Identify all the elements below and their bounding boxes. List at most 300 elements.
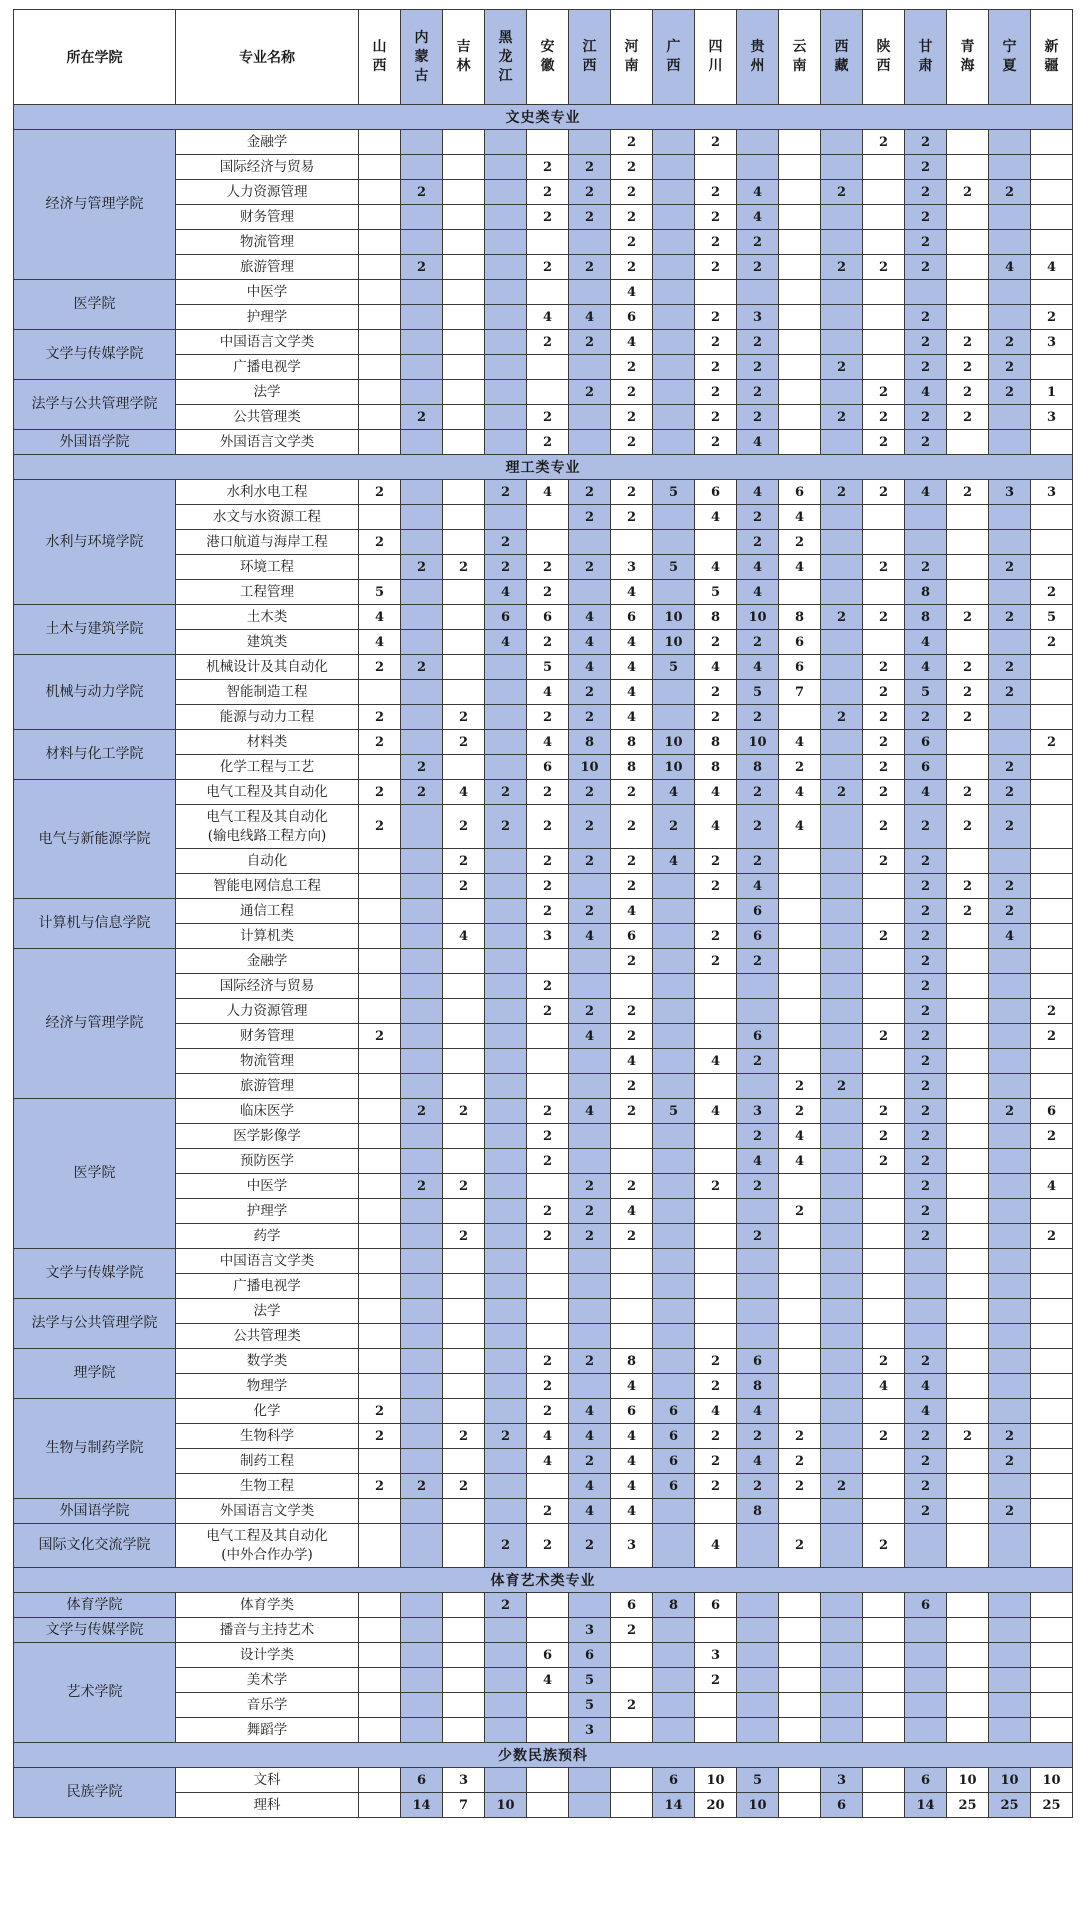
quota-cell [1031, 874, 1073, 899]
major-cell: 计算机类 [176, 924, 359, 949]
quota-cell [695, 530, 737, 555]
quota-cell: 2 [401, 1174, 443, 1199]
quota-cell: 8 [737, 1499, 779, 1524]
quota-cell [401, 605, 443, 630]
quota-cell [821, 1024, 863, 1049]
quota-cell [359, 1249, 401, 1274]
quota-cell [443, 755, 485, 780]
quota-cell: 2 [863, 605, 905, 630]
quota-cell [485, 205, 527, 230]
quota-cell: 2 [695, 230, 737, 255]
quota-cell: 2 [401, 655, 443, 680]
quota-cell [653, 949, 695, 974]
quota-cell [611, 1643, 653, 1668]
quota-cell: 8 [611, 755, 653, 780]
quota-cell [653, 205, 695, 230]
quota-cell [821, 1299, 863, 1324]
quota-cell [527, 1474, 569, 1499]
quota-cell [821, 630, 863, 655]
quota-cell [989, 430, 1031, 455]
quota-cell: 2 [527, 405, 569, 430]
quota-cell [737, 280, 779, 305]
quota-cell [779, 1693, 821, 1718]
major-cell: 音乐学 [176, 1693, 359, 1718]
quota-cell [863, 1299, 905, 1324]
quota-cell [401, 1074, 443, 1099]
quota-cell [653, 1249, 695, 1274]
quota-cell [527, 949, 569, 974]
quota-cell: 1 [1031, 380, 1073, 405]
quota-cell: 10 [737, 730, 779, 755]
quota-cell: 2 [905, 405, 947, 430]
quota-cell: 2 [695, 1424, 737, 1449]
quota-cell: 5 [653, 1099, 695, 1124]
major-cell: 财务管理 [176, 1024, 359, 1049]
province-header: 西 藏 [821, 10, 863, 105]
quota-cell [443, 1643, 485, 1668]
quota-cell: 8 [569, 730, 611, 755]
quota-cell [443, 1524, 485, 1568]
section-title: 少数民族预科 [14, 1743, 1073, 1768]
quota-cell [653, 1049, 695, 1074]
quota-cell: 2 [569, 555, 611, 580]
quota-cell [443, 130, 485, 155]
quota-cell [443, 280, 485, 305]
quota-cell [485, 680, 527, 705]
quota-cell [569, 1274, 611, 1299]
quota-cell: 2 [569, 380, 611, 405]
quota-cell: 4 [737, 480, 779, 505]
quota-cell [779, 1718, 821, 1743]
quota-cell [905, 1693, 947, 1718]
quota-cell: 5 [359, 580, 401, 605]
quota-cell: 2 [569, 330, 611, 355]
major-cell: 舞蹈学 [176, 1718, 359, 1743]
quota-cell [527, 1024, 569, 1049]
quota-cell: 2 [905, 355, 947, 380]
quota-cell [947, 1524, 989, 1568]
quota-cell: 4 [779, 555, 821, 580]
quota-cell: 2 [947, 680, 989, 705]
quota-cell [863, 1399, 905, 1424]
quota-cell [821, 1049, 863, 1074]
quota-cell: 2 [863, 1524, 905, 1568]
quota-cell [401, 205, 443, 230]
quota-cell: 2 [611, 230, 653, 255]
quota-cell: 2 [947, 355, 989, 380]
province-header: 江 西 [569, 10, 611, 105]
quota-cell: 4 [569, 605, 611, 630]
quota-cell: 4 [695, 655, 737, 680]
quota-cell: 2 [695, 1668, 737, 1693]
quota-cell: 2 [527, 999, 569, 1024]
quota-cell [485, 1324, 527, 1349]
major-cell: 港口航道与海岸工程 [176, 530, 359, 555]
quota-cell: 2 [527, 899, 569, 924]
quota-cell: 2 [695, 405, 737, 430]
quota-cell: 2 [737, 1174, 779, 1199]
quota-cell [485, 874, 527, 899]
quota-cell: 4 [527, 730, 569, 755]
quota-cell: 2 [443, 1099, 485, 1124]
major-cell: 人力资源管理 [176, 999, 359, 1024]
quota-cell [569, 1299, 611, 1324]
quota-cell [779, 1499, 821, 1524]
quota-cell: 5 [1031, 605, 1073, 630]
quota-cell [779, 974, 821, 999]
quota-cell: 3 [737, 1099, 779, 1124]
quota-cell [989, 1399, 1031, 1424]
quota-cell [485, 430, 527, 455]
quota-cell [821, 155, 863, 180]
quota-cell: 8 [737, 755, 779, 780]
quota-cell [989, 999, 1031, 1024]
quota-cell [863, 1324, 905, 1349]
quota-cell [947, 1668, 989, 1693]
quota-cell: 2 [527, 580, 569, 605]
quota-cell: 2 [443, 555, 485, 580]
quota-cell [443, 1618, 485, 1643]
quota-cell: 6 [527, 755, 569, 780]
quota-cell [863, 949, 905, 974]
quota-cell [569, 1124, 611, 1149]
quota-cell [863, 180, 905, 205]
quota-cell [359, 1324, 401, 1349]
quota-cell [779, 1768, 821, 1793]
quota-cell [401, 874, 443, 899]
major-cell: 理科 [176, 1793, 359, 1818]
quota-cell [485, 305, 527, 330]
quota-cell: 4 [611, 680, 653, 705]
quota-cell: 2 [443, 805, 485, 849]
quota-cell: 2 [611, 949, 653, 974]
quota-cell: 4 [527, 305, 569, 330]
quota-cell: 6 [737, 899, 779, 924]
quota-cell [1031, 1399, 1073, 1424]
quota-cell [737, 1693, 779, 1718]
major-cell: 旅游管理 [176, 1074, 359, 1099]
quota-cell: 2 [695, 924, 737, 949]
quota-cell: 2 [611, 874, 653, 899]
quota-cell [653, 1199, 695, 1224]
quota-cell [443, 949, 485, 974]
quota-cell [527, 130, 569, 155]
quota-cell: 2 [779, 1424, 821, 1449]
quota-cell [653, 680, 695, 705]
quota-cell: 2 [905, 1474, 947, 1499]
quota-cell [1031, 1618, 1073, 1643]
quota-cell [737, 1668, 779, 1693]
major-cell: 物流管理 [176, 1049, 359, 1074]
college-cell: 经济与管理学院 [14, 949, 176, 1099]
quota-cell [821, 680, 863, 705]
quota-cell: 2 [695, 330, 737, 355]
quota-cell: 25 [947, 1793, 989, 1818]
quota-cell: 10 [947, 1768, 989, 1793]
quota-cell [401, 1499, 443, 1524]
quota-cell: 10 [653, 605, 695, 630]
quota-cell [401, 1199, 443, 1224]
major-cell: 护理学 [176, 305, 359, 330]
quota-cell [695, 899, 737, 924]
quota-cell [989, 1349, 1031, 1374]
major-cell: 护理学 [176, 1199, 359, 1224]
quota-cell [947, 1224, 989, 1249]
quota-cell: 2 [611, 780, 653, 805]
quota-cell: 2 [611, 1174, 653, 1199]
major-cell: 通信工程 [176, 899, 359, 924]
quota-cell [947, 974, 989, 999]
quota-cell [485, 730, 527, 755]
quota-cell [1031, 924, 1073, 949]
quota-cell [611, 1793, 653, 1818]
quota-cell [821, 655, 863, 680]
quota-cell [1031, 780, 1073, 805]
quota-cell: 2 [779, 1199, 821, 1224]
province-header: 河 南 [611, 10, 653, 105]
quota-cell [653, 1718, 695, 1743]
quota-cell [821, 1374, 863, 1399]
quota-cell: 14 [905, 1793, 947, 1818]
quota-cell [905, 1249, 947, 1274]
quota-cell [989, 1718, 1031, 1743]
quota-cell [359, 755, 401, 780]
quota-cell [485, 355, 527, 380]
quota-cell: 8 [737, 1374, 779, 1399]
quota-cell [989, 1174, 1031, 1199]
quota-cell: 2 [611, 405, 653, 430]
quota-cell: 2 [905, 130, 947, 155]
quota-cell: 2 [905, 1124, 947, 1149]
quota-cell [779, 1024, 821, 1049]
quota-cell: 3 [1031, 330, 1073, 355]
quota-cell [485, 974, 527, 999]
quota-cell: 2 [695, 255, 737, 280]
quota-cell: 2 [443, 874, 485, 899]
major-cell: 临床医学 [176, 1099, 359, 1124]
quota-cell [947, 1124, 989, 1149]
quota-cell [443, 974, 485, 999]
quota-cell [821, 999, 863, 1024]
major-cell: 自动化 [176, 849, 359, 874]
quota-cell: 2 [695, 1449, 737, 1474]
quota-cell [989, 530, 1031, 555]
quota-cell: 2 [527, 1499, 569, 1524]
quota-cell [905, 1718, 947, 1743]
major-cell: 物流管理 [176, 230, 359, 255]
quota-cell [527, 530, 569, 555]
quota-cell: 2 [527, 849, 569, 874]
quota-cell [485, 1643, 527, 1668]
quota-cell [611, 1299, 653, 1324]
quota-cell [443, 1718, 485, 1743]
quota-cell [443, 1449, 485, 1474]
quota-cell [947, 1374, 989, 1399]
quota-cell: 4 [611, 1199, 653, 1224]
quota-cell: 2 [905, 430, 947, 455]
quota-cell: 4 [611, 1374, 653, 1399]
quota-cell [485, 1399, 527, 1424]
quota-cell: 2 [737, 1049, 779, 1074]
quota-cell: 2 [989, 1099, 1031, 1124]
major-cell: 旅游管理 [176, 255, 359, 280]
quota-cell [779, 330, 821, 355]
quota-cell: 2 [611, 1099, 653, 1124]
major-cell: 生物科学 [176, 1424, 359, 1449]
quota-cell [527, 1049, 569, 1074]
college-cell: 医学院 [14, 1099, 176, 1249]
quota-cell [401, 1399, 443, 1424]
quota-cell: 4 [527, 680, 569, 705]
quota-cell: 2 [779, 1449, 821, 1474]
quota-cell: 2 [737, 805, 779, 849]
quota-cell: 2 [401, 1474, 443, 1499]
quota-cell [1031, 1274, 1073, 1299]
quota-cell [443, 1249, 485, 1274]
college-cell: 民族学院 [14, 1768, 176, 1818]
quota-cell [989, 1149, 1031, 1174]
quota-cell: 2 [905, 330, 947, 355]
quota-cell: 10 [737, 605, 779, 630]
quota-cell [569, 1074, 611, 1099]
quota-cell [821, 1199, 863, 1224]
quota-cell [863, 1668, 905, 1693]
quota-cell: 2 [947, 655, 989, 680]
quota-cell: 4 [863, 1374, 905, 1399]
quota-cell [863, 1174, 905, 1199]
quota-cell: 2 [821, 255, 863, 280]
quota-cell: 3 [611, 555, 653, 580]
quota-cell [947, 1149, 989, 1174]
quota-cell: 4 [485, 580, 527, 605]
quota-cell [779, 380, 821, 405]
quota-cell: 2 [989, 380, 1031, 405]
quota-cell [821, 1399, 863, 1424]
quota-cell [401, 949, 443, 974]
quota-cell [401, 380, 443, 405]
quota-cell [1031, 849, 1073, 874]
quota-cell: 2 [527, 705, 569, 730]
quota-cell [695, 999, 737, 1024]
quota-cell [485, 655, 527, 680]
quota-cell: 4 [569, 1499, 611, 1524]
quota-cell: 4 [527, 1449, 569, 1474]
quota-cell [947, 924, 989, 949]
quota-cell [611, 974, 653, 999]
quota-cell [653, 430, 695, 455]
quota-cell: 10 [569, 755, 611, 780]
quota-cell: 2 [905, 1199, 947, 1224]
quota-cell: 2 [947, 480, 989, 505]
quota-cell: 4 [737, 1149, 779, 1174]
quota-cell [443, 230, 485, 255]
quota-cell [695, 280, 737, 305]
quota-cell [863, 999, 905, 1024]
quota-cell [863, 1224, 905, 1249]
quota-cell [359, 974, 401, 999]
quota-cell [695, 1324, 737, 1349]
quota-cell [653, 330, 695, 355]
quota-cell [443, 205, 485, 230]
quota-cell [1031, 355, 1073, 380]
quota-cell: 2 [527, 630, 569, 655]
quota-cell [863, 330, 905, 355]
quota-cell: 4 [905, 1399, 947, 1424]
quota-cell [1031, 1249, 1073, 1274]
quota-cell [359, 280, 401, 305]
table-row [14, 1299, 1073, 1324]
quota-cell [569, 130, 611, 155]
quota-cell [485, 505, 527, 530]
quota-cell: 2 [989, 874, 1031, 899]
quota-cell [527, 380, 569, 405]
quota-cell [821, 280, 863, 305]
quota-cell [779, 305, 821, 330]
quota-cell: 3 [1031, 480, 1073, 505]
major-cell: 美术学 [176, 1668, 359, 1693]
quota-cell [695, 1199, 737, 1224]
quota-cell [611, 1768, 653, 1793]
quota-cell [359, 1224, 401, 1249]
quota-cell: 2 [695, 1474, 737, 1499]
quota-cell: 2 [947, 405, 989, 430]
quota-cell: 2 [611, 1024, 653, 1049]
quota-cell: 2 [947, 330, 989, 355]
quota-cell: 6 [653, 1474, 695, 1499]
quota-cell: 5 [653, 555, 695, 580]
quota-cell [359, 1499, 401, 1524]
quota-cell: 4 [779, 780, 821, 805]
quota-cell [443, 1049, 485, 1074]
province-header: 四 川 [695, 10, 737, 105]
quota-cell [359, 1643, 401, 1668]
quota-cell [821, 1449, 863, 1474]
major-cell: 文科 [176, 1768, 359, 1793]
quota-cell [443, 155, 485, 180]
quota-cell: 4 [737, 430, 779, 455]
quota-cell: 2 [737, 780, 779, 805]
quota-cell: 2 [737, 230, 779, 255]
college-cell: 外国语学院 [14, 430, 176, 455]
quota-cell [485, 1099, 527, 1124]
quota-cell: 4 [653, 849, 695, 874]
quota-cell [737, 1299, 779, 1324]
quota-cell [653, 255, 695, 280]
quota-cell [905, 1668, 947, 1693]
quota-cell: 2 [1031, 730, 1073, 755]
quota-cell [989, 1668, 1031, 1693]
quota-cell [401, 1374, 443, 1399]
quota-cell: 2 [611, 1693, 653, 1718]
quota-cell [653, 1668, 695, 1693]
quota-cell [1031, 205, 1073, 230]
major-cell: 物理学 [176, 1374, 359, 1399]
quota-cell: 4 [695, 555, 737, 580]
quota-cell [611, 530, 653, 555]
quota-cell: 2 [989, 330, 1031, 355]
quota-cell: 2 [359, 1474, 401, 1499]
quota-cell: 2 [527, 180, 569, 205]
quota-cell: 4 [359, 630, 401, 655]
quota-cell: 2 [863, 480, 905, 505]
quota-cell: 4 [989, 255, 1031, 280]
quota-cell: 2 [989, 1499, 1031, 1524]
quota-cell [485, 1024, 527, 1049]
quota-cell: 2 [401, 405, 443, 430]
major-cell: 数学类 [176, 1349, 359, 1374]
quota-cell: 2 [779, 530, 821, 555]
quota-cell [527, 1793, 569, 1818]
